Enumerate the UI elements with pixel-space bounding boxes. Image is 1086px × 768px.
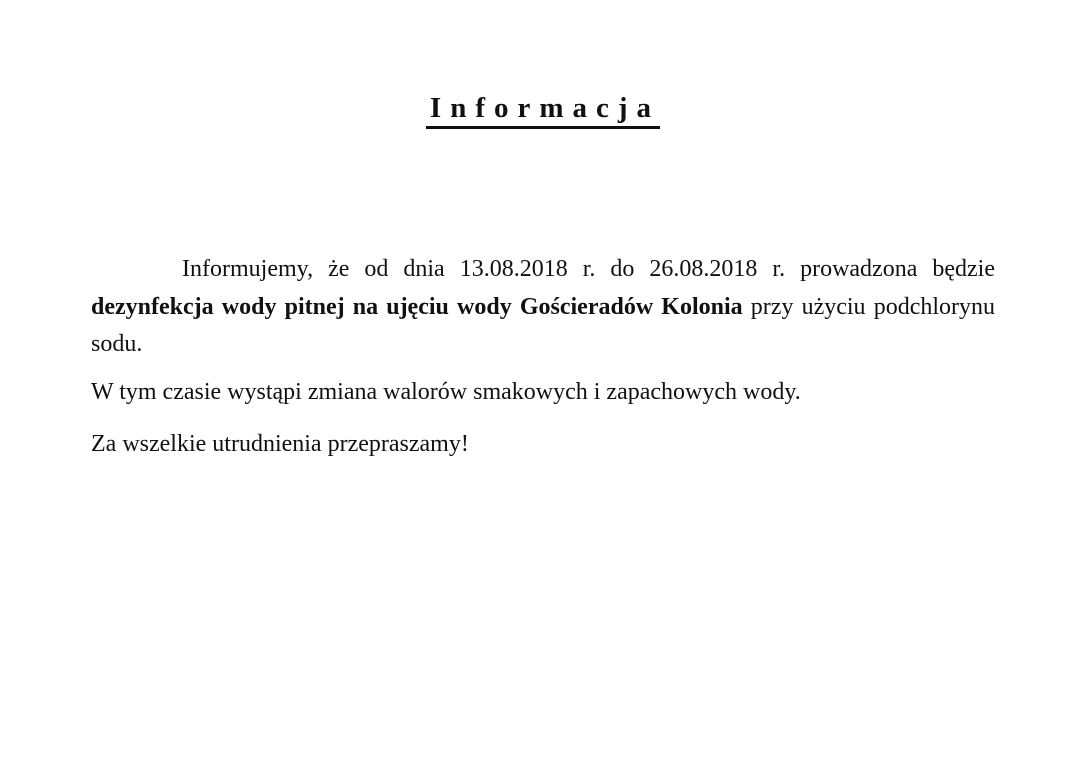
paragraph-apology: Za wszelkie utrudnienia przepraszamy!	[91, 431, 469, 457]
announcement-text-part1: Informujemy, że od dnia 13.08.2018 r. do 26.08.2018 r. prowadzona będzie	[182, 256, 995, 282]
paragraph-announcement	[91, 251, 995, 364]
announcement-text-part2: przy użyciu podchlorynu sodu.	[91, 293, 996, 357]
announcement-text-bold: dezynfekcja wody pitnej na ujęciu wody Gościeradów Kolonia	[91, 293, 743, 320]
paragraph-notice: W tym czasie wystąpi zmiana walorów smakowych i zapachowych wody.	[91, 379, 801, 405]
document-title-container	[0, 92, 1086, 125]
document-title: Informacja	[426, 92, 660, 129]
